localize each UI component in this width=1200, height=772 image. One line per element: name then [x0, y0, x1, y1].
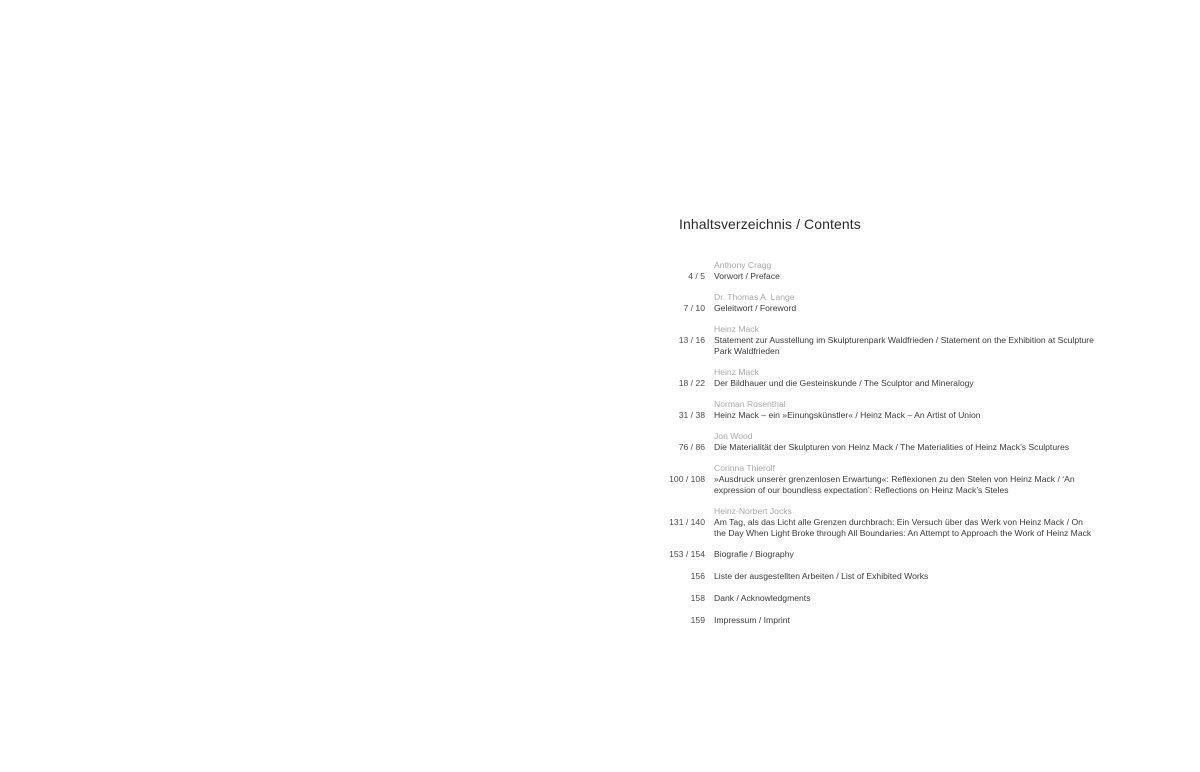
entry-pages: 131 / 140 [669, 517, 705, 527]
entry-pages: 156 [690, 571, 705, 581]
toc-entry [664, 431, 1094, 453]
entry-author: Heinz-Norbert Jocks [714, 506, 792, 516]
entry-author: Corinna Thierolf [714, 463, 775, 473]
toc-entry [664, 463, 1094, 496]
entry-title: Statement zur Ausstellung im Skulpturenpark Waldfrieden / Statement on the Exhibition at Sculpture Park Waldfrieden [714, 335, 1094, 356]
toc-entry [664, 571, 1094, 582]
entry-pages: 158 [690, 593, 705, 603]
entry-author: Dr. Thomas A. Lange [714, 292, 795, 302]
toc-entry [664, 292, 1094, 314]
toc-entry [664, 593, 1094, 604]
entry-title: Dank / Acknowledgments [714, 593, 811, 603]
toc-heading: Inhaltsverzeichnis / Contents [679, 216, 861, 232]
toc-entry [664, 506, 1094, 539]
entry-author: Jon Wood [714, 431, 753, 441]
entry-author: Heinz Mack [714, 324, 759, 334]
entry-title: Vorwort / Preface [714, 271, 780, 281]
entry-title: Impressum / Imprint [714, 615, 790, 625]
toc-entry [664, 615, 1094, 626]
entry-pages: 31 / 38 [678, 410, 705, 420]
entry-author: Norman Rosenthal [714, 399, 786, 409]
table-of-contents [664, 214, 1094, 637]
entry-pages: 159 [690, 615, 705, 625]
entry-title: Heinz Mack – ein »Einungskünstler« / Heinz Mack – An Artist of Union [714, 410, 981, 420]
entry-pages: 4 / 5 [688, 271, 705, 281]
entry-title: Der Bildhauer und die Gesteinskunde / The Sculptor and Mineralogy [714, 378, 974, 388]
toc-entry [664, 399, 1094, 421]
entry-author: Anthony Cragg [714, 260, 772, 270]
entry-author: Heinz Mack [714, 367, 759, 377]
entry-title: Geleitwort / Foreword [714, 303, 797, 313]
toc-entry [664, 260, 1094, 282]
entry-pages: 100 / 108 [669, 474, 705, 484]
entry-title: Am Tag, als das Licht alle Grenzen durchbrach: Ein Versuch über das Werk von Heinz Mack / On the Day When Light Broke through All Boundaries: An Attempt to Approach the Work of Heinz Mack [714, 517, 1092, 538]
entry-pages: 153 / 154 [669, 549, 705, 559]
entry-pages: 7 / 10 [683, 303, 705, 313]
entry-title: »Ausdruck unserer grenzenlosen Erwartung«: Reflexionen zu den Stelen von Heinz Mack / ‘An expression of our boundless expectation’: Reflections on Heinz Mack’s Steles [714, 474, 1075, 495]
entry-pages: 76 / 86 [678, 442, 705, 452]
entry-title: Biografie / Biography [714, 549, 794, 559]
toc-entry [664, 324, 1094, 357]
entry-title: Liste der ausgestellten Arbeiten / List of Exhibited Works [714, 571, 929, 581]
toc-entry [664, 367, 1094, 389]
toc-entry [664, 549, 1094, 560]
toc-list [664, 260, 1094, 626]
entry-pages: 13 / 16 [678, 335, 705, 345]
entry-pages: 18 / 22 [678, 378, 705, 388]
entry-title: Die Materialität der Skulpturen von Heinz Mack / The Materialities of Heinz Mack’s Sculptures [714, 442, 1070, 452]
